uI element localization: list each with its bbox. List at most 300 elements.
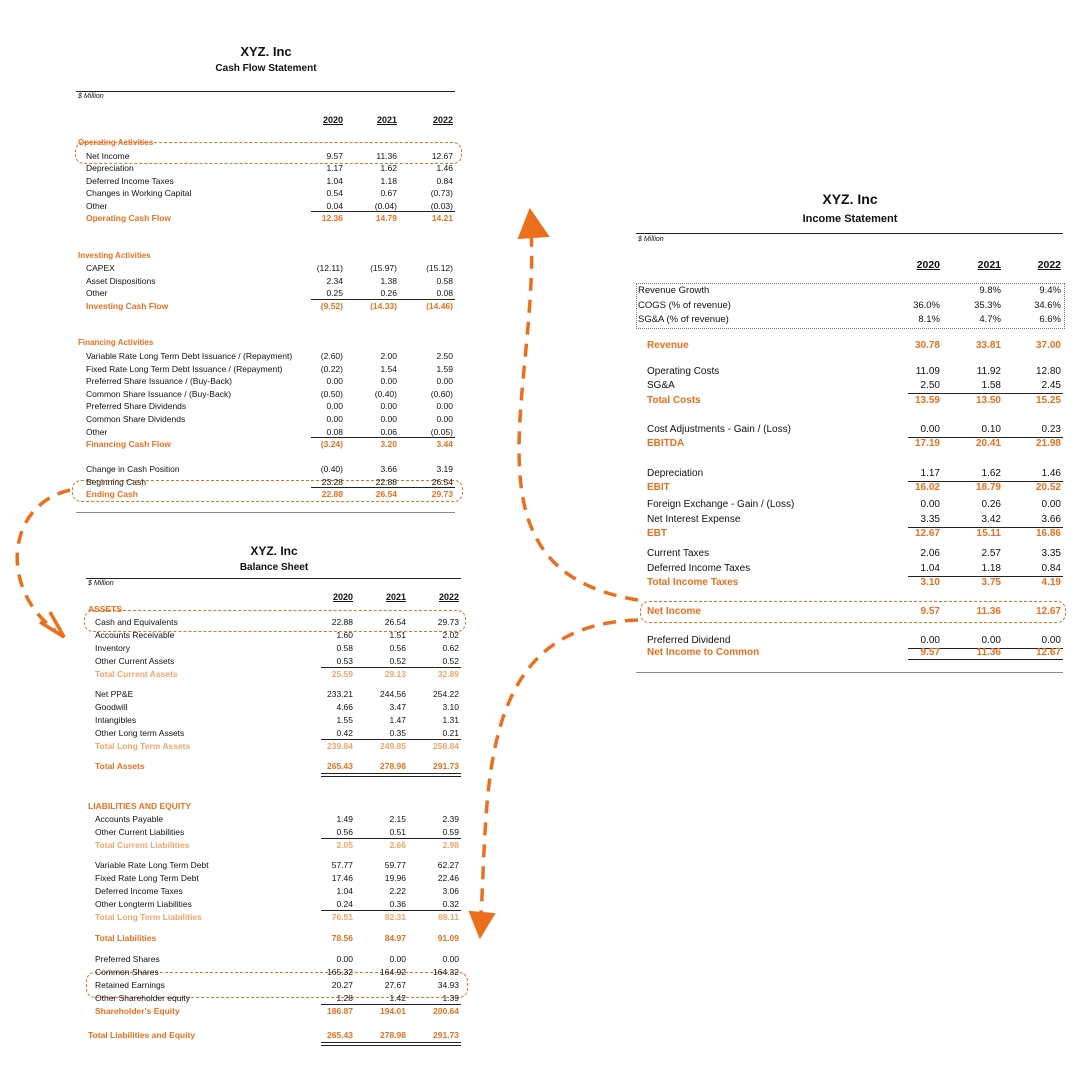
bs-ca-row-label: Accounts Receivable [95,629,175,640]
cf-company: XYZ. Inc [240,44,292,59]
is-interest-label: Net Interest Expense [647,514,741,525]
bs-ca-row-value: 0.56 [389,642,406,653]
bs-unit: $ Million [88,580,114,587]
is-cost-row-value: 2.50 [920,380,940,391]
is-cost-adj-label: Cost Adjustments - Gain / (Loss) [647,424,791,435]
cf-fin-row-label: Common Share Issuance / (Buy-Back) [86,388,232,399]
is-assumption-row-value: 9.4% [1039,285,1061,296]
cf-summary-row-value: 3.66 [380,464,397,474]
is-total-costs-label: Total Costs [647,395,701,406]
is-depreciation-value: 1.17 [920,468,940,479]
bs-assets-header: ASSETS [88,604,123,614]
bs-cl-row-value: 1.49 [336,814,353,824]
year-header: 2021 [376,115,397,125]
is-pref-div-value: 0.00 [1041,635,1061,646]
underline [321,838,461,839]
cf-op-total-value: 14.79 [375,213,397,223]
is-cost-row-value: 2.45 [1041,380,1061,391]
bs-ltl-row-value: 0.36 [389,898,406,909]
arrow-is-to-bs [480,620,638,930]
is-ebitda-value: 21.98 [1035,438,1061,449]
bs-total-lta-value: 249.85 [380,740,406,751]
cf-inv-row-label: CAPEX [86,263,115,273]
bs-total-le-value: 265.43 [327,1030,353,1040]
is-title: Income Statement [802,213,898,225]
bs-lta-row-value: 1.31 [442,714,459,725]
bs-lta-row-label: Net PP&E [95,689,134,699]
cf-inv-row-label: Asset Dispositions [86,275,156,286]
cf-inv-row-value: (12.11) [316,263,343,273]
cf-op-row-label: Depreciation [86,163,134,174]
bs-total-cl-value: 2.66 [389,839,406,850]
bs-ltl-row-label: Other Longterm Liabilities [95,898,192,909]
underline [321,667,461,668]
bs-total-lta-value: 258.84 [433,740,459,751]
bs-ca-row-value: 0.52 [389,655,406,666]
bs-ca-row-value: 22.88 [331,617,353,627]
cf-op-row-value: 0.67 [380,188,397,199]
cf-fin-row-value: 0.00 [380,401,397,412]
bs-ltl-row-value: 1.04 [336,885,353,896]
cf-op-total-value: 14.21 [431,213,453,223]
is-ebitda-value: 20.41 [975,438,1001,449]
bs-total-ltl-value: 88.11 [438,911,459,922]
bs-total-assets-value: 291.73 [433,761,459,771]
bs-cl-row-label: Other Current Liabilities [95,826,185,837]
cf-inv-row-value: 2.34 [326,275,343,286]
is-cost-row-value: 12.80 [1035,366,1061,377]
is-net-income-label: Net Income [647,606,701,617]
year-header: 2020 [916,259,940,271]
is-ebit-value: 20.52 [1035,482,1061,493]
bs-total-equity-label: Shareholder's Equity [95,1005,180,1016]
is-unit: $ Million [638,236,664,243]
bs-ca-row-value: 1.51 [389,629,406,640]
cf-op-row-value: 0.54 [326,188,343,199]
bs-ca-row-value: 0.58 [336,642,353,653]
is-tax-row-value: 3.35 [1041,548,1061,559]
bs-total-lta-label: Total Long Term Assets [95,740,191,751]
is-assumption-row-value: 4.7% [979,314,1001,326]
underline [908,393,1063,394]
is-cost-row-label: Operating Costs [647,366,720,377]
year-header: 2021 [977,259,1001,271]
bs-eq-row-value: 164.32 [433,966,459,977]
bs-lta-row-value: 0.35 [389,727,406,738]
bs-total-le-value: 278.98 [380,1030,406,1040]
cf-inv-row-value: 0.58 [436,275,453,286]
bs-ca-row-value: 0.53 [336,655,353,666]
bs-lta-row-value: 0.21 [442,727,459,738]
cf-summary-row-label: Change in Cash Position [86,464,180,474]
cf-fin-row-value: (0.22) [320,363,343,374]
cf-op-row-value: 1.46 [436,163,453,174]
cf-op-row-value: (0.73) [430,188,453,199]
cf-fin-row-label: Fixed Rate Long Term Debt Issuance / (Repayment) [86,363,283,374]
bs-total-ca-value: 32.89 [437,668,459,679]
is-revenue-value: 30.78 [914,340,940,351]
cf-fin-row-value: 1.54 [380,363,397,374]
is-ebt-value: 12.67 [914,528,940,539]
is-assumption-row-value: 9.8% [979,285,1001,296]
is-total-costs-value: 15.25 [1035,395,1061,406]
bs-ltl-row-value: 19.96 [384,872,406,883]
bs-ltl-row-label: Deferred Income Taxes [95,885,183,896]
bs-cl-row-label: Accounts Payable [95,814,164,824]
bs-eq-row-value: 164.92 [380,966,406,977]
bs-lta-row-value: 244.56 [380,689,406,699]
is-net-income-value: 9.57 [920,606,940,617]
cf-bottom-rule [76,512,455,513]
bs-ca-row-value: 0.52 [442,655,459,666]
is-assumption-row-value: 34.6% [1034,299,1061,311]
cf-inv-total-value: (9.52) [320,300,343,311]
bs-ca-row-value: 26.54 [384,617,406,627]
bs-eq-row-value: 0.00 [336,954,353,964]
is-total-taxes-value: 3.10 [920,577,940,588]
cf-inv-row-value: (15.12) [426,263,453,273]
is-ebitda-label: EBITDA [647,438,685,449]
bs-total-cl-label: Total Current Liabilities [95,839,190,850]
year-header: 2020 [332,592,353,602]
bs-total-liabilities-value: 91.09 [437,933,459,943]
cf-fin-total-value: 3.44 [436,439,453,450]
bs-ca-row-label: Inventory [95,642,130,653]
cf-fin-row-value: (2.60) [320,351,343,361]
is-fx-value: 0.26 [981,499,1001,510]
cf-fin-row-label: Preferred Share Dividends [86,401,187,412]
is-tax-row-label: Deferred Income Taxes [647,563,751,574]
bs-total-cl-value: 2.98 [442,839,459,850]
cf-fin-row-value: 0.00 [436,376,453,387]
is-revenue-value: 37.00 [1035,340,1061,351]
bs-lta-row-value: 1.47 [389,714,406,725]
arrowhead-cf-to-bs [40,612,64,637]
cf-summary-row-value: (0.40) [320,464,343,474]
is-tax-row-value: 2.06 [920,548,940,559]
bs-total-ltl-label: Total Long Term Liabilities [95,911,202,922]
bs-total-ltl-value: 82.31 [384,911,406,922]
bs-eq-row-value: 165.32 [327,966,353,977]
bs-total-cl-value: 2.05 [336,839,353,850]
bs-total-assets-value: 265.43 [327,761,353,771]
bs-eq-row-label: Retained Earnings [95,979,165,990]
is-ni-common-value: 11.36 [976,647,1001,658]
bs-ltl-row-value: 0.32 [442,898,459,909]
is-tax-row-label: Current Taxes [647,548,710,559]
is-tax-row-value: 1.18 [981,563,1001,574]
cf-op-row-label: Deferred Income Taxes [86,175,174,186]
bs-lta-row-label: Goodwill [95,701,128,712]
cf-unit: $ Million [78,93,104,100]
underline [321,773,461,777]
is-assumption-row-label: Revenue Growth [638,285,710,296]
cf-title: Cash Flow Statement [215,63,317,74]
bs-cl-row-value: 0.59 [442,826,459,837]
underline [908,659,1063,660]
is-ni-common-value: 12.67 [1035,647,1061,658]
arrowhead-is-to-cf [519,210,548,238]
year-header: 2022 [1037,259,1061,271]
is-ebit-value: 16.02 [914,482,940,493]
bs-ltl-row-value: 59.77 [384,860,406,870]
year-header: 2022 [438,592,459,602]
bs-total-equity-value: 186.87 [327,1005,353,1016]
cf-fin-total-value: (3.24) [320,439,343,450]
cf-ending-cash-value: 29.73 [431,489,453,500]
bs-ltl-row-value: 22.46 [437,872,459,883]
cf-fin-row-value: 0.00 [326,376,343,387]
is-tax-row-value: 2.57 [981,548,1001,559]
is-cost-adj-value: 0.10 [981,424,1001,435]
underline [321,739,461,740]
cf-fin-row-value: (0.40) [374,388,397,399]
cf-op-total-label: Operating Cash Flow [86,213,172,223]
bs-ltl-row-value: 0.24 [336,898,353,909]
cf-summary-row-value: 23.28 [321,476,343,487]
bs-eq-row-label: Common Shares [95,966,159,977]
is-ni-common-label: Net Income to Common [647,647,760,658]
bs-total-assets-value: 278.98 [380,761,406,771]
bs-eq-row-label: Other Shareholder equity [95,992,190,1003]
is-cost-row-value: 1.58 [981,380,1001,391]
bs-lta-row-value: 1.55 [336,714,353,725]
cf-op-row-label: Other [86,200,108,211]
is-cost-row-value: 11.09 [915,366,940,377]
bs-total-le-value: 291.73 [433,1030,459,1040]
bs-ltl-row-value: 17.46 [331,872,353,883]
bs-eq-row-value: 27.67 [384,979,406,990]
is-interest-value: 3.66 [1041,514,1061,525]
bs-eq-row-value: 1.42 [389,992,406,1003]
is-cost-row-label: SG&A [647,380,675,391]
is-ebt-label: EBT [647,528,667,539]
bs-total-liabilities-value: 84.97 [384,933,406,943]
is-company: XYZ. Inc [822,191,878,207]
is-revenue-label: Revenue [647,340,689,351]
cf-inv-row-value: 0.08 [436,288,453,299]
is-ebt-value: 15.11 [976,528,1001,539]
bs-ca-row-value: 0.62 [442,642,459,653]
is-revenue-value: 33.81 [975,340,1001,351]
is-cost-adj-value: 0.00 [920,424,940,435]
bs-ltl-row-value: 62.27 [437,860,459,870]
is-pref-div-value: 0.00 [981,635,1001,646]
bs-cl-row-value: 0.51 [389,826,406,837]
is-depreciation-value: 1.62 [981,468,1001,479]
cf-fin-row-value: 0.00 [380,376,397,387]
is-ebit-label: EBIT [647,482,670,493]
is-depreciation-label: Depreciation [647,468,704,479]
is-fx-value: 0.00 [1041,499,1061,510]
bs-lta-row-value: 4.66 [336,701,353,712]
bs-lta-row-value: 3.10 [442,701,459,712]
bs-total-assets-label: Total Assets [95,761,145,771]
cf-fin-row-value: 0.06 [380,426,397,437]
is-fx-label: Foreign Exchange - Gain / (Loss) [647,499,795,510]
bs-total-ca-value: 29.13 [384,668,406,679]
year-header: 2022 [432,115,453,125]
arrow-cf-to-bs [17,490,70,630]
cf-ending-cash-label: Ending Cash [86,489,138,500]
is-cost-row-value: 11.92 [976,366,1001,377]
cf-op-row-value: 12.67 [431,151,453,161]
underline [311,437,455,438]
cf-fin-row-value: 0.00 [436,414,453,424]
cf-summary-row-value: 26.54 [431,476,453,487]
is-total-taxes-label: Total Income Taxes [647,577,739,588]
bs-ca-row-value: 1.60 [336,629,353,640]
cf-investing-header: Investing Activities [78,251,151,260]
bs-eq-row-value: 34.93 [437,979,459,990]
bs-ca-row-value: 29.73 [437,617,459,627]
bs-lta-row-value: 3.47 [389,701,406,712]
cf-op-row-value: 9.57 [326,151,343,161]
cf-inv-total-label: Investing Cash Flow [86,300,169,311]
is-pref-div-label: Preferred Dividend [647,635,731,646]
is-ebitda-value: 17.19 [914,438,940,449]
cf-op-row-value: 0.84 [436,175,453,186]
cf-fin-row-value: (0.50) [320,388,343,399]
cf-fin-row-label: Common Share Dividends [86,414,186,424]
year-header: 2021 [385,592,406,602]
bs-ca-row-value: 2.02 [442,629,459,640]
cf-op-row-value: 0.04 [326,200,343,211]
is-assumption-row-value: 8.1% [918,314,940,326]
underline [311,487,455,488]
underline [311,211,455,212]
is-cost-adj-value: 0.23 [1041,424,1061,435]
bs-eq-row-value: 20.27 [331,979,353,990]
cf-fin-row-value: 2.50 [436,351,453,361]
bs-lta-row-label: Other Long term Assets [95,727,185,738]
bs-lta-row-value: 233.21 [327,689,353,699]
bs-total-le-label: Total Liabilities and Equity [88,1030,196,1040]
cf-op-row-value: 1.17 [326,163,343,174]
cf-fin-row-value: 0.00 [326,414,343,424]
is-ni-common-value: 9.57 [920,647,940,658]
cf-fin-row-value: 0.08 [326,426,343,437]
cf-inv-row-value: (15.97) [370,263,397,273]
is-tax-row-value: 0.84 [1041,563,1061,574]
is-fx-value: 0.00 [920,499,940,510]
bs-total-liabilities-label: Total Liabilities [95,933,157,943]
bs-total-ca-value: 25.59 [331,668,353,679]
cf-fin-row-value: 1.59 [436,363,453,374]
bs-eq-row-value: 1.28 [336,992,353,1003]
cf-op-row-value: 1.18 [380,175,397,186]
arrow-is-to-cf [519,215,638,600]
cf-fin-row-label: Variable Rate Long Term Debt Issuance / (Repayment) [86,351,293,361]
arrowhead-is-to-bs [470,912,494,937]
cf-inv-row-value: 0.25 [326,288,343,299]
bs-lta-row-value: 0.42 [336,727,353,738]
cf-fin-row-value: 0.00 [436,401,453,412]
cf-summary-row-label: Beginning Cash [86,476,147,487]
bs-total-liabilities-value: 78.56 [331,933,353,943]
is-bottom-rule [636,672,1063,673]
cf-op-row-value: 1.04 [326,175,343,186]
cf-op-row-label: Changes in Working Capital [86,188,192,199]
is-net-income-value: 12.67 [1035,606,1061,617]
is-assumption-row-value: 36.0% [913,299,940,311]
cf-fin-row-label: Other [86,426,108,437]
is-interest-value: 3.42 [981,514,1001,525]
is-assumption-row-value: 6.6% [1039,314,1061,326]
is-assumption-row-label: SG&A (% of revenue) [638,314,729,326]
cf-op-row-value: 1.62 [380,163,397,174]
cf-op-row-value: 11.36 [376,151,397,161]
year-header: 2020 [322,115,343,125]
cf-fin-row-value: 2.00 [380,351,397,361]
is-tax-row-value: 1.04 [920,563,940,574]
underline [321,910,461,911]
cf-op-row-value: (0.03) [430,200,453,211]
bs-total-lta-value: 239.84 [327,740,353,751]
bs-liab-header: LIABILITIES AND EQUITY [88,801,192,811]
bs-cl-row-value: 2.15 [389,814,406,824]
is-depreciation-value: 1.46 [1041,468,1061,479]
bs-eq-row-label: Preferred Shares [95,954,160,964]
is-ebit-value: 18.79 [975,482,1001,493]
bs-lta-row-value: 254.22 [433,689,459,699]
bs-ltl-row-value: 2.22 [389,885,406,896]
bs-total-equity-value: 200.64 [433,1005,459,1016]
cf-summary-row-value: 3.19 [436,464,453,474]
bs-ltl-row-value: 57.77 [331,860,353,870]
bs-cl-row-value: 2.39 [442,814,459,824]
bs-eq-row-value: 0.00 [442,954,459,964]
is-pref-div-value: 0.00 [920,635,940,646]
cf-inv-row-value: 0.26 [380,288,397,299]
is-interest-value: 3.35 [920,514,940,525]
underline [311,299,455,300]
is-assumption-row-value: 35.3% [974,299,1001,311]
is-assumption-row-label: COGS (% of revenue) [638,299,731,311]
cf-fin-row-value: (0.05) [430,426,453,437]
bs-eq-row-value: 1.39 [442,992,459,1003]
cf-op-row-value: (0.04) [374,200,397,211]
bs-title: Balance Sheet [239,562,309,573]
cf-fin-total-value: 3.20 [380,439,397,450]
is-ebt-value: 16.86 [1035,528,1061,539]
cf-ending-cash-value: 22.88 [321,489,343,500]
cf-op-row-label: Net Income [86,151,130,161]
cf-operating-header: Operating Activities [78,138,154,147]
bs-lta-row-label: Intangibles [95,714,137,725]
cf-fin-row-value: (0.60) [430,388,453,399]
bs-company: XYZ. Inc [250,544,298,558]
cf-financing-header: Financing Activities [78,338,154,347]
bs-ltl-row-label: Variable Rate Long Term Debt [95,860,209,870]
bs-eq-row-value: 0.00 [389,954,406,964]
is-total-costs-value: 13.50 [975,395,1001,406]
bs-ca-row-label: Other Current Assets [95,655,175,666]
bs-ltl-row-value: 3.06 [442,885,459,896]
underline [321,1042,461,1046]
is-total-taxes-value: 3.75 [981,577,1001,588]
cf-inv-row-label: Other [86,288,108,299]
is-total-costs-value: 13.59 [914,395,940,406]
bs-cl-row-value: 0.56 [336,826,353,837]
bs-total-equity-value: 194.01 [380,1005,406,1016]
cf-op-total-value: 12.36 [321,213,343,223]
cf-fin-row-value: 0.00 [326,401,343,412]
bs-total-ltl-value: 76.51 [331,911,353,922]
underline [321,1004,461,1005]
cf-inv-row-value: 1.38 [380,275,397,286]
cf-summary-row-value: 22.88 [375,476,397,487]
